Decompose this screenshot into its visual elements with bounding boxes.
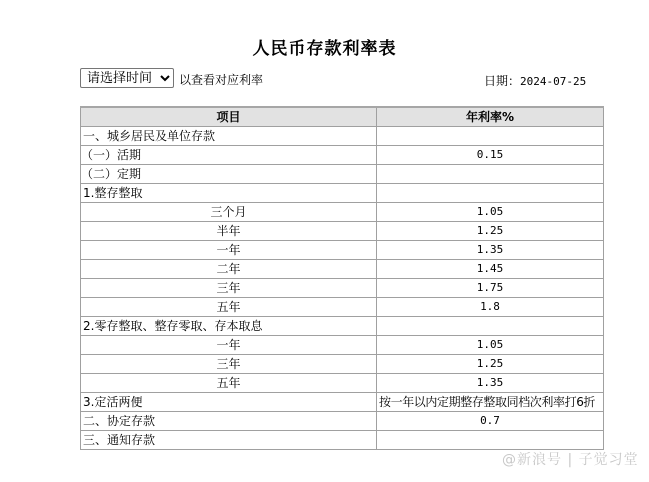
row-rate: [377, 430, 604, 449]
row-rate: [377, 126, 604, 145]
table-body: [81, 126, 604, 449]
deposit-rate-table: [80, 106, 604, 450]
row-item: （一）活期: [81, 145, 377, 164]
row-item: 二、协定存款: [81, 411, 377, 430]
row-item: 二年: [81, 259, 377, 278]
row-item: 五年: [81, 373, 377, 392]
table-row: [81, 316, 604, 335]
table-header-row: [81, 107, 604, 126]
row-rate: 1.25: [377, 354, 604, 373]
date-value: 2024-07-25: [520, 75, 587, 88]
row-item: 三年: [81, 354, 377, 373]
row-item: 一、城乡居民及单位存款: [81, 126, 377, 145]
row-item: 3.定活两便: [81, 392, 377, 411]
table-row: [81, 240, 604, 259]
table-row: [81, 373, 604, 392]
row-rate: 0.7: [377, 411, 604, 430]
table-row: [81, 297, 604, 316]
date-display: [484, 72, 586, 89]
table-row: [81, 411, 604, 430]
page-title: 人民币存款利率表: [252, 39, 397, 59]
row-item: 半年: [81, 221, 377, 240]
row-item: 三、通知存款: [81, 430, 377, 449]
row-item: 三年: [81, 278, 377, 297]
row-rate: 按一年以内定期整存整取同档次利率打6折: [377, 392, 604, 411]
row-rate: [377, 164, 604, 183]
row-rate: [377, 183, 604, 202]
table-row: [81, 202, 604, 221]
row-rate: 1.05: [377, 335, 604, 354]
table-row: [81, 164, 604, 183]
row-rate: [377, 316, 604, 335]
date-label: 日期：: [484, 74, 521, 88]
row-rate: 0.15: [377, 145, 604, 164]
row-rate: 1.25: [377, 221, 604, 240]
table-row: [81, 278, 604, 297]
row-rate: 1.35: [377, 240, 604, 259]
watermark: @新浪号 | 子觉习堂: [502, 452, 639, 468]
row-item: 三个月: [81, 202, 377, 221]
select-hint: 以查看对应利率: [179, 73, 264, 87]
row-rate: 1.35: [377, 373, 604, 392]
row-item: 五年: [81, 297, 377, 316]
table-row: [81, 183, 604, 202]
row-item: （二）定期: [81, 164, 377, 183]
table-row: [81, 259, 604, 278]
row-rate: 1.05: [377, 202, 604, 221]
table-row: [81, 354, 604, 373]
row-rate: 1.8: [377, 297, 604, 316]
row-item: 一年: [81, 240, 377, 259]
time-select[interactable]: [80, 68, 174, 88]
row-rate: 1.45: [377, 259, 604, 278]
row-item: 1.整存整取: [81, 183, 377, 202]
table-row: [81, 221, 604, 240]
table-row: [81, 430, 604, 449]
table-row: [81, 126, 604, 145]
table-row: [81, 335, 604, 354]
table-row: [81, 145, 604, 164]
header-item: 项目: [81, 107, 377, 126]
row-item: 2.零存整取、整存零取、存本取息: [81, 316, 377, 335]
header-rate: 年利率%: [377, 107, 604, 126]
row-rate: 1.75: [377, 278, 604, 297]
row-item: 一年: [81, 335, 377, 354]
table-row: [81, 392, 604, 411]
